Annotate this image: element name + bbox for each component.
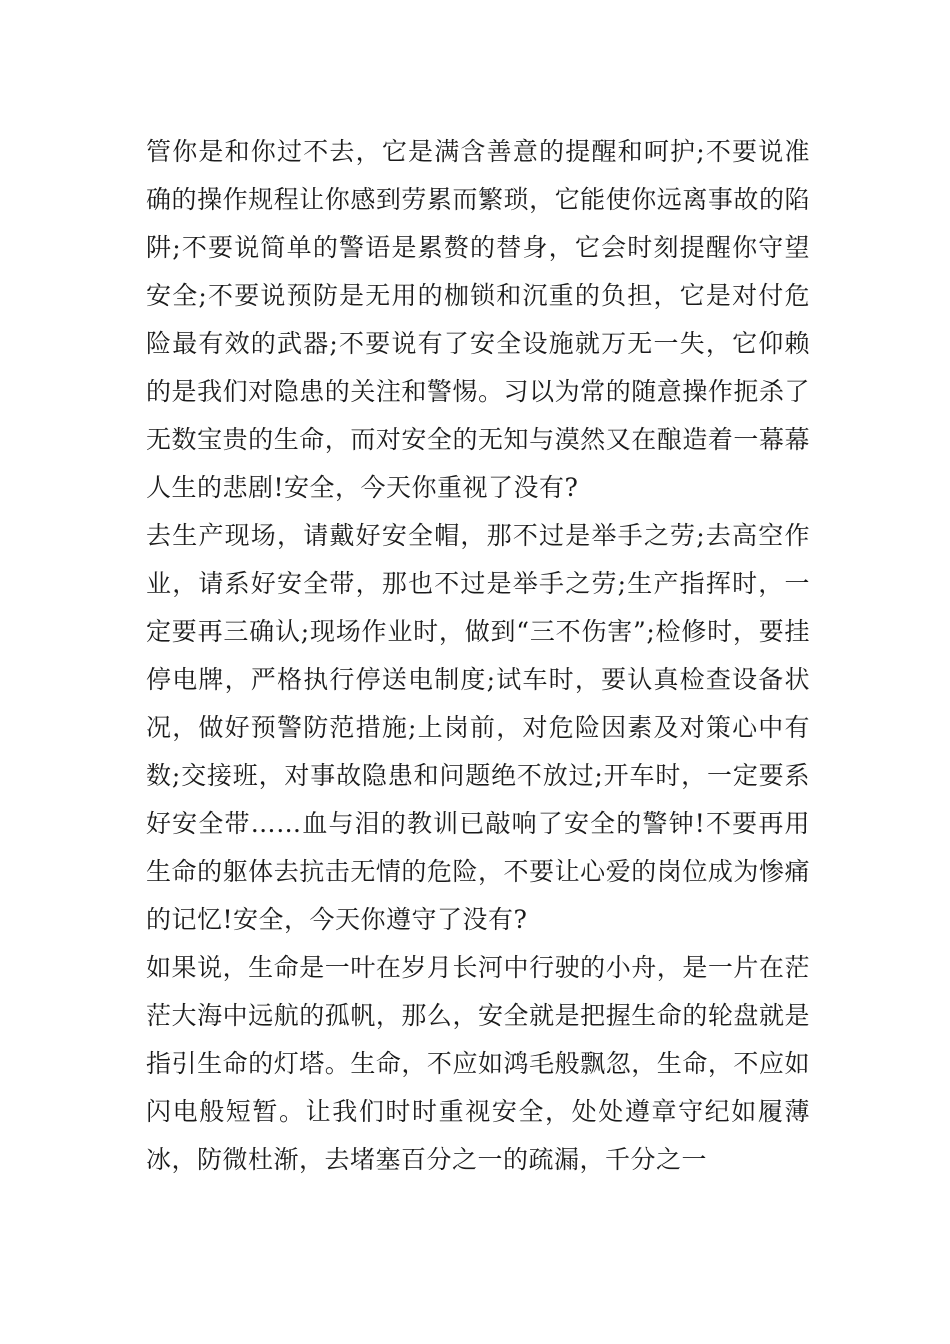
body-text: [146, 128, 810, 1184]
paragraph-1: 管你是和你过不去，它是满含善意的提醒和呵护;不要说准确的操作规程让你感到劳累而繁琐，它能使你远离事故的陷阱;不要说简单的警语是累赘的替身，它会时刻提醒你守望安全;不要说预防是无用的枷锁和沉重的负担，它是对付危险最有效的武器;不要说有了安全设施就万无一失，它仰赖的是我们对隐患的关注和警惕。习以为常的随意操作扼杀了无数宝贵的生命，而对安全的无知与漠然又在酿造着一幕幕人生的悲剧!安全，今天你重视了没有?: [146, 137, 810, 502]
paragraph-2: 去生产现场，请戴好安全帽，那不过是举手之劳;去高空作业，请系好安全带，那也不过是举手之劳;生产指挥时，一定要再三确认;现场作业时，做到“三不伤害”;检修时，要挂停电牌，严格执行停送电制度;试车时，要认真检查设备状况，做好预警防范措施;上岗前，对危险因素及对策心中有数;交接班，对事故隐患和问题绝不放过;开车时，一定要系好安全带……血与泪的教训已敲响了安全的警钟!不要再用生命的躯体去抗击无情的危险，不要让心爱的岗位成为惨痛的记忆!安全，今天你遵守了没有?: [146, 521, 810, 934]
paragraph-3: 如果说，生命是一叶在岁月长河中行驶的小舟，是一片在茫茫大海中远航的孤帆，那么，安全就是把握生命的轮盘就是指引生命的灯塔。生命，不应如鸿毛般飘忽，生命，不应如闪电般短暂。让我们时时重视安全，处处遵章守纪如履薄冰，防微杜渐，去堵塞百分之一的疏漏，千分之一: [146, 953, 810, 1174]
